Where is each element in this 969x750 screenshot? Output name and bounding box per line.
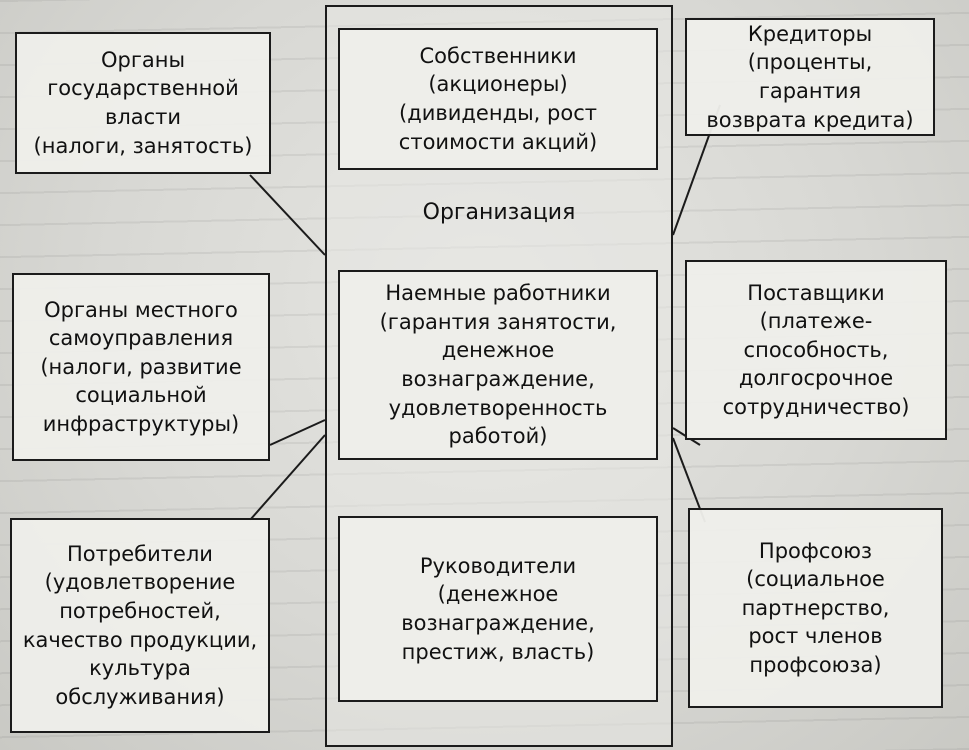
- connector-local-org: [270, 420, 325, 445]
- node-employees-text: Наемные работники (гарантия занятости, денежное вознаграждение, удовлетворенность работой): [379, 281, 617, 449]
- node-owners-text: Собственники (акционеры) (дивиденды, рост стоимости акций): [398, 43, 598, 154]
- node-managers-text: Руководители (денежное вознаграждение, престиж, власть): [401, 553, 595, 664]
- node-owners: [338, 28, 658, 170]
- node-government-text: Органы государственной власти (налоги, занятость): [33, 47, 253, 158]
- node-creditors: [685, 18, 935, 136]
- node-local-government-text: Органы местного самоуправления (налоги, развитие социальной инфраструктуры): [40, 297, 242, 436]
- node-government: [15, 32, 271, 174]
- node-consumers-text: Потребители (удовлетворение потребностей, качество продукции, культура обслуживания): [22, 541, 258, 709]
- node-consumers: [10, 518, 270, 733]
- organization-label: Организация: [422, 200, 576, 225]
- node-unions-text: Профсоюз (социальное партнерство, рост членов профсоюза): [741, 538, 890, 677]
- node-unions: [688, 508, 943, 708]
- node-local-government: [12, 273, 270, 461]
- node-suppliers: [685, 260, 947, 440]
- node-employees: [338, 270, 658, 460]
- node-suppliers-text: Поставщики (платеже- способность, долгосрочное сотрудничество): [722, 280, 910, 419]
- node-creditors-text: Кредиторы (проценты, гарантия возврата кредита): [706, 21, 914, 132]
- connector-gov-org: [250, 175, 325, 255]
- node-managers: [338, 516, 658, 702]
